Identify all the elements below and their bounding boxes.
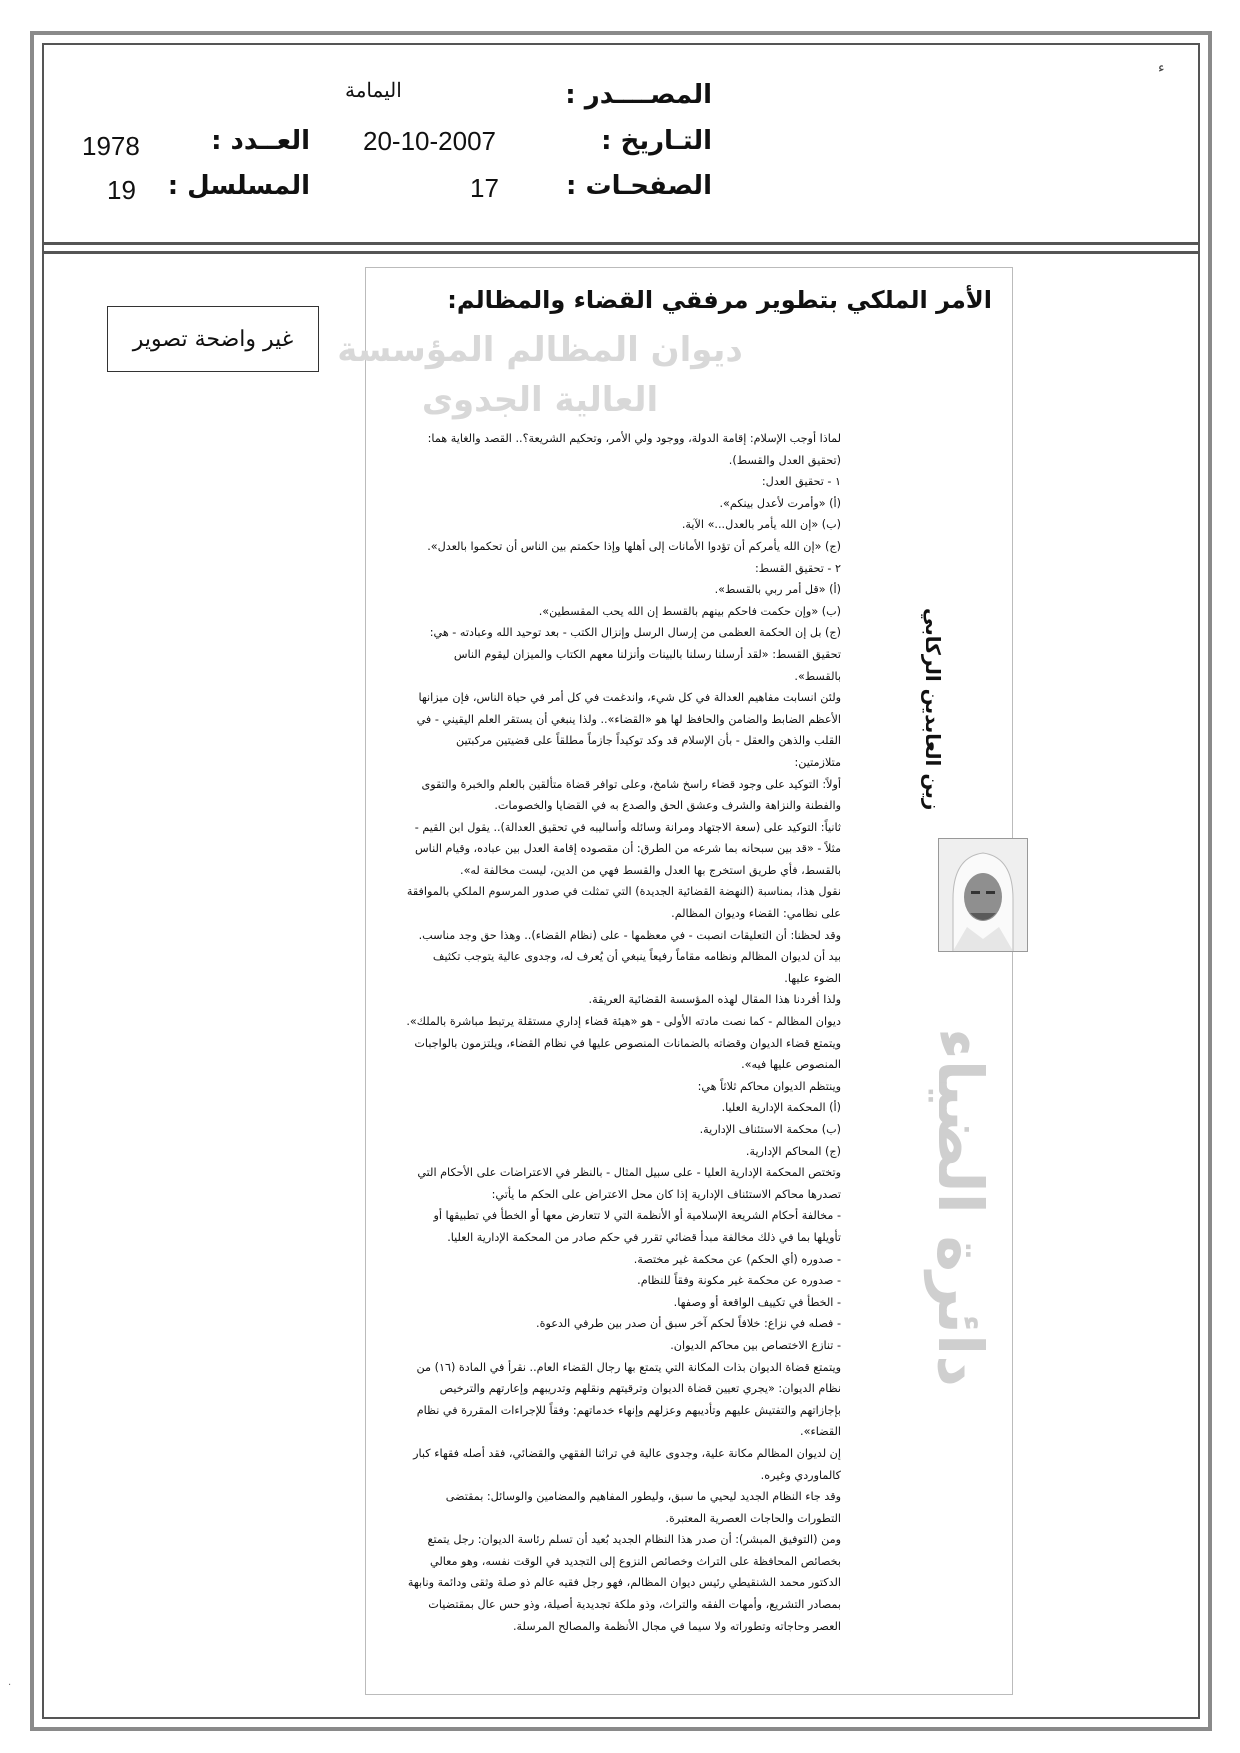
article-paragraph: ثانياً: التوكيد على (سعة الاجتهاد ومرانة وسائله وأساليبه في تحقيق العدالة).. يقول ابن القيم - مثلاً - «قد بين سبحانه بما شرعه من الطرق: أن مقصوده إقامة العدل بين عباده، وقيام الناس بالقسط، فأي طريق استخرج بها العدل والقسط فهي من الدين، ليست مخالفة له». xyxy=(414,820,841,877)
date-value: 20-10-2007 xyxy=(363,126,496,156)
article-subheadline: العالية الجدوى xyxy=(421,380,659,420)
article-paragraph: (أ) «وأمرت لأعدل بينكم». xyxy=(719,496,841,510)
article-headline: الأمر الملكي بتطوير مرفقي القضاء والمظالم: xyxy=(447,286,992,314)
newspaper-clipping xyxy=(337,267,1013,1695)
article-paragraph: (ب) محكمة الاستئناف الإدارية. xyxy=(699,1123,841,1136)
pages-label: الصفحـات : xyxy=(566,171,712,201)
article-paragraph: وقد جاء النظام الجديد ليحيي ما سبق، وليطور المفاهيم والمضامين والوسائل: بمقتضى التطورات والحاجات العصرية المعتبرة. xyxy=(445,1490,841,1525)
article-paragraph: ولذا أفردنا هذا المقال لهذه المؤسسة القضائية العريقة. xyxy=(588,993,841,1007)
article-paragraph: أولاً: التوكيد على وجود قضاء راسخ شامخ، وعلى توافر قضاة متألقين بالعلم والخبرة والتقوى والفطنة والنزاهة والشرف وعشق الحق والصدع به في القضايا والخصومات. xyxy=(421,777,841,813)
article-paragraph: - الخطأ في تكييف الواقعة أو وصفها. xyxy=(673,1295,841,1309)
article-paragraph: (ب) «إن الله يأمر بالعدل...» الآية. xyxy=(681,518,841,532)
article-paragraph: ديوان المظالم - كما نصت مادته الأولى - هو «هيئة قضاء إداري مستقلة يرتبط مباشرة بالملك». ويتمتع قضاء الديوان وقضاته بالضمانات المنصوص عليها في نظام القضاء، ويلتزمون بالواجبات المنصوص عليها فيه». xyxy=(406,1015,841,1072)
article-paragraph: ومن (التوفيق المبشر): أن صدر هذا النظام الجديد بُعيد أن تسلم رئاسة الديوان: رجل يتمتع بخصائص المحافظة على التراث وخصائص النزوع إلى التجديد في الوقت نفسه، وهو معالي الدكتور محمد الشنقيطي رئيس ديوان المظالم، فهو رجل فقيه عالم ذو صلة وثقى ودائمة ونابهة بمصادر التشريع، وأمهات الفقه والتراث، وذو ملكة تجديدية أصيلة، وذو حس عال بمقتضيات العصر وحاجاته وتطوراته ولا سيما في مجال الأنظمة والمصالح المرسلة. xyxy=(407,1533,841,1633)
article-paragraph: (أ) المحكمة الإدارية العليا. xyxy=(721,1101,841,1115)
header-divider xyxy=(42,251,1200,254)
article-paragraph: لماذا أوجب الإسلام: إقامة الدولة، ووجود ولي الأمر، وتحكيم الشريعة؟.. القصد والغاية هما: (تحقيق العدل والقسط). xyxy=(427,432,841,467)
article-paragraph: ويتمتع قضاة الديوان بذات المكانة التي يتمتع بها رجال القضاء العام.. نقرأ في المادة (١٦) من نظام الديوان: «يجري تعيين قضاة الديوان وترقيتهم ونقلهم وتدريبهم وإعارتهم والترخيص بإجازاتهم والتفتيش عليهم وتأديبهم وعزلهم وإنهاء خدماتهم: وفقاً للإجراءات المقررة في نظام القضاء». xyxy=(416,1360,841,1439)
article-paragraph: (ج) بل إن الحكمة العظمى من إرسال الرسل وإنزال الكتب - بعد توحيد الله وعبادته - هي: تحقيق القسط: «لقد أرسلنا رسلنا بالبينات وأنزلنا معهم الكتاب والميزان ليقوم الناس بالقسط». xyxy=(429,626,841,683)
article-paragraph: وقد لحظنا: أن التعليقات انصبت - في معظمها - على (نظام القضاء).. وهذا حق وجد مناسب. بيد أن لديوان المظالم ونظامه مقاماً رفيعاً ينبغي أن يُعرف له، وجدوى عالية يتوجب تكثيف الضوء عليها. xyxy=(418,928,841,985)
article-paragraph: ٢ - تحقيق القسط: xyxy=(755,561,841,575)
pages-value: 17 xyxy=(470,173,499,203)
article-paragraph: - مخالفة أحكام الشريعة الإسلامية أو الأنظمة التي لا تتعارض معها أو الخطأ في تطبيقها أو تأويلها بما في ذلك مخالفة مبدأ قضائي تقرر في حكم صادر من المحكمة الإدارية العليا. xyxy=(433,1209,841,1244)
margin-mark: · xyxy=(8,1680,12,1691)
article-paragraph: ولئن انسابت مفاهيم العدالة في كل شيء، واندغمت في كل أمر في حياة الناس، فإن ميزانها الأعظم الضابط والضامن والحافظ لها هو «القضاء».. ولذا ينبغي أن يستقر العلم اليقيني - في القلب والذهن والعقل - بأن الإسلام قد وكد توكيداً جازماً مطلقاً على قضيتين مركبتين متلازمتين: xyxy=(416,691,841,769)
illegible-copy-stamp: غير واضحة تصوير xyxy=(107,306,319,372)
article-paragraph: (أ) «قل أمر ربي بالقسط». xyxy=(714,583,841,597)
article-paragraph: وتختص المحكمة الإدارية العليا - على سبيل المثال - بالنظر في الاعتراضات على الأحكام التي تصدرها محاكم الاستئناف الإدارية إذا كان محل الاعتراض على الحكم ما يأتي: xyxy=(417,1166,841,1201)
source-value: اليمامة xyxy=(345,78,402,102)
header-divider xyxy=(42,242,1200,245)
article-paragraph: وينتظم الديوان محاكم ثلاثاً هي: xyxy=(697,1079,841,1093)
serial-label: المسلسل : xyxy=(167,171,310,201)
source-label: المصــــدر : xyxy=(565,80,712,110)
article-paragraph: إن لديوان المظالم مكانة علية، وجدوى عالية في تراثنا الفقهي والقضائي، فقد أصله فقهاء كبار كالماوردي وغيره. xyxy=(413,1446,841,1482)
article-subheadline: ديوان المظالم المؤسسة xyxy=(337,330,743,370)
article-body xyxy=(406,428,841,1637)
article-paragraph: (ج) «إن الله يأمركم أن تؤدوا الأمانات إلى أهلها وإذا حكمتم بين الناس أن تحكموا بالعدل». xyxy=(427,539,841,553)
article-paragraph: نقول هذا، بمناسبة (النهضة القضائية الجديدة) التي تمثلت في صدور المرسوم الملكي بالموافقة على نظامي: القضاء وديوان المظالم. xyxy=(406,885,841,921)
column-name: دائرة الضياء xyxy=(924,1028,997,1388)
article-paragraph: - تنازع الاختصاص بين محاكم الديوان. xyxy=(670,1338,841,1352)
column-name-panel xyxy=(914,1013,1010,1663)
article-paragraph: - فصله في نزاع: خلافاً لحكم آخر سبق أن صدر بين طرفي الدعوة. xyxy=(536,1317,841,1331)
article-paragraph: ١ - تحقيق العدل: xyxy=(761,475,841,489)
serial-value: 19 xyxy=(107,175,136,205)
author-photo xyxy=(938,838,1028,952)
article-paragraph: (ج) المحاكم الإدارية. xyxy=(745,1144,841,1158)
corner-mark: ء xyxy=(1158,60,1165,76)
date-label: التـاريخ : xyxy=(601,126,712,156)
issue-label: العــدد : xyxy=(211,126,310,156)
article-paragraph: - صدوره (أي الحكم) عن محكمة غير مختصة. xyxy=(633,1252,841,1266)
issue-value: 1978 xyxy=(82,131,140,161)
author-portrait-icon xyxy=(939,839,1027,951)
article-paragraph: - صدوره عن محكمة غير مكونة وفقاً للنظام. xyxy=(637,1274,841,1288)
author-name: زين العابدين الركابي xyxy=(921,608,945,811)
article-paragraph: (ب) «وإن حكمت فاحكم بينهم بالقسط إن الله يحب المقسطين». xyxy=(538,604,841,618)
